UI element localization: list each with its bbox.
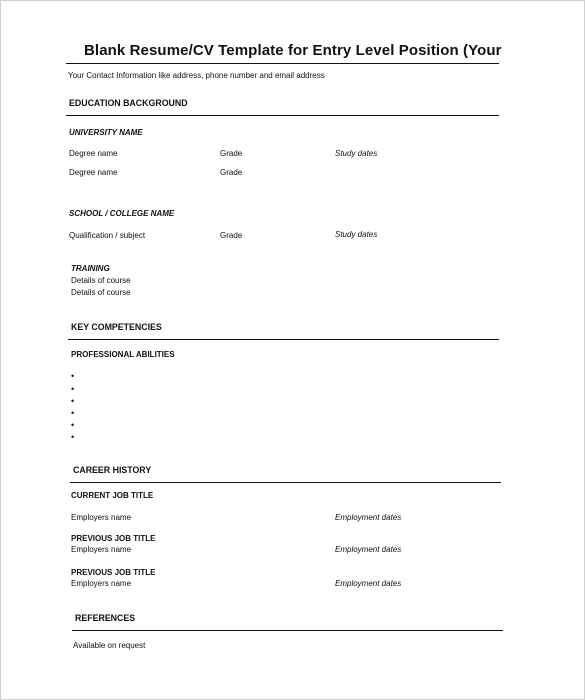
bullet-5: • [71, 420, 75, 430]
employer-1: Employers name [71, 513, 132, 522]
employment-dates-2: Employment dates [335, 545, 402, 554]
degree-name-2: Degree name [69, 168, 118, 177]
grade-1: Grade [220, 149, 243, 158]
references-heading: REFERENCES [75, 613, 136, 623]
document-title: Blank Resume/CV Template for Entry Level Position (Your [84, 42, 502, 59]
training-name: TRAINING [71, 264, 110, 273]
contact-info: Your Contact Information like address, phone number and email address [68, 71, 325, 80]
career-rule [70, 482, 501, 483]
training-item-2: Details of course [71, 288, 131, 297]
bullet-6: • [71, 432, 75, 442]
employment-dates-3: Employment dates [335, 579, 402, 588]
previous-job-title-1: PREVIOUS JOB TITLE [71, 534, 156, 543]
references-text: Available on request [73, 641, 146, 650]
employment-dates-1: Employment dates [335, 513, 402, 522]
grade-2: Grade [220, 168, 243, 177]
competencies-heading: KEY COMPETENCIES [71, 322, 162, 332]
degree-name-1: Degree name [69, 149, 118, 158]
education-heading: EDUCATION BACKGROUND [69, 98, 188, 108]
title-rule [66, 63, 499, 64]
bullet-1: • [71, 371, 75, 381]
training-item-1: Details of course [71, 276, 131, 285]
employer-3: Employers name [71, 579, 132, 588]
school-study-dates: Study dates [335, 230, 378, 239]
previous-job-title-2: PREVIOUS JOB TITLE [71, 568, 156, 577]
bullet-4: • [71, 408, 75, 418]
employer-2: Employers name [71, 545, 132, 554]
career-heading: CAREER HISTORY [73, 465, 152, 475]
study-dates-1: Study dates [335, 149, 378, 158]
bullet-3: • [71, 396, 75, 406]
school-grade: Grade [220, 231, 243, 240]
professional-abilities: PROFESSIONAL ABILITIES [71, 350, 175, 359]
bullet-2: • [71, 384, 75, 394]
school-name: SCHOOL / COLLEGE NAME [69, 209, 175, 218]
qualification: Qualification / subject [69, 231, 146, 240]
competencies-rule [68, 339, 499, 340]
education-rule [66, 115, 499, 116]
university-name: UNIVERSITY NAME [69, 128, 143, 137]
references-rule [72, 630, 503, 631]
current-job-title: CURRENT JOB TITLE [71, 491, 154, 500]
